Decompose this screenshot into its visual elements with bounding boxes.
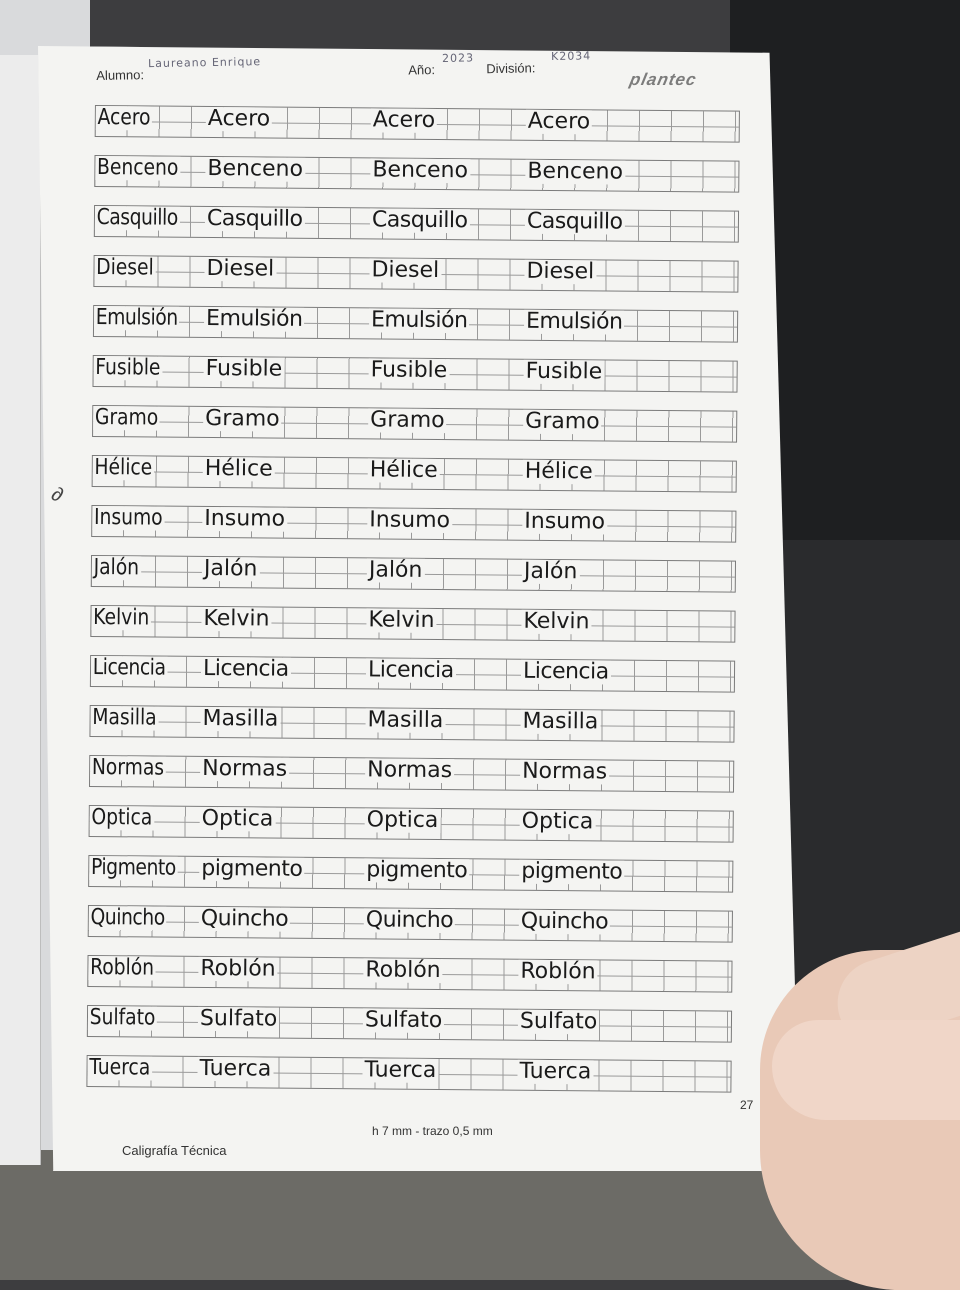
practice-row — [90, 605, 735, 643]
model-word: Fusible — [95, 355, 161, 381]
practice-word: Benceno — [207, 155, 304, 182]
practice-word: Acero — [207, 105, 271, 132]
left-page-edge — [0, 55, 41, 1165]
practice-word: Tuerca — [199, 1055, 272, 1082]
practice-word: Masilla — [522, 708, 599, 735]
model-word: Masilla — [92, 705, 157, 731]
practice-row — [88, 855, 733, 893]
model-word: Licencia — [92, 655, 166, 681]
workbook-title: Caligrafía Técnica — [122, 1143, 227, 1158]
practice-row — [95, 105, 740, 143]
model-word: Tuerca — [89, 1054, 151, 1081]
practice-word: Diesel — [371, 257, 440, 284]
model-word: Acero — [97, 105, 151, 131]
model-word: Pigmento — [90, 854, 176, 881]
practice-word: Sulfato — [199, 1005, 278, 1032]
practice-row — [91, 555, 736, 593]
practice-row — [86, 1055, 731, 1093]
practice-word: Acero — [372, 107, 436, 133]
practice-word: Diesel — [206, 255, 275, 282]
model-word: Jalón — [93, 555, 140, 581]
practice-word: Benceno — [372, 157, 469, 184]
practice-word: Jalón — [523, 558, 578, 585]
practice-row — [92, 405, 737, 443]
practice-word: Quincho — [365, 907, 454, 934]
practice-word: Emulsión — [205, 305, 303, 332]
practice-word: Masilla — [202, 705, 279, 732]
practice-row — [93, 255, 738, 293]
model-word: Kelvin — [93, 605, 150, 631]
model-word: Normas — [91, 754, 165, 781]
model-word: Hélice — [94, 455, 153, 481]
practice-row — [92, 355, 737, 393]
practice-row — [89, 705, 734, 743]
practice-word: Acero — [527, 108, 591, 135]
brand-logo: plantec — [628, 70, 699, 89]
practice-word: Kelvin — [523, 608, 590, 635]
model-word: Gramo — [94, 405, 159, 431]
practice-word: pigmento — [521, 858, 623, 885]
model-word: Quincho — [90, 904, 165, 931]
division-label: División: — [486, 60, 536, 77]
practice-word: Optica — [201, 805, 274, 832]
practice-word: Fusible — [205, 355, 283, 382]
practice-row — [87, 1005, 732, 1043]
model-word: Emulsión — [95, 305, 178, 331]
practice-word: Kelvin — [203, 605, 270, 632]
page-number: 27 — [740, 1098, 754, 1112]
practice-word: Roblón — [365, 957, 441, 984]
practice-row — [94, 205, 739, 243]
practice-word: Quincho — [200, 905, 289, 932]
practice-word: Sulfato — [364, 1007, 443, 1034]
practice-row — [90, 655, 735, 693]
practice-word: Licencia — [202, 655, 289, 682]
model-word: Roblón — [90, 954, 155, 981]
anio-label: Año: — [408, 62, 436, 78]
finger — [772, 1020, 960, 1120]
margin-signature-mark: ∂ — [48, 482, 67, 508]
model-word: Sulfato — [89, 1004, 156, 1031]
practice-word: Gramo — [370, 407, 445, 434]
practice-word: Licencia — [367, 657, 454, 684]
practice-row — [94, 155, 739, 193]
practice-word: Insumo — [524, 508, 606, 535]
practice-word: Quincho — [520, 908, 609, 935]
practice-word: Roblón — [200, 955, 276, 982]
practice-word: Tuerca — [519, 1058, 592, 1085]
practice-row — [93, 305, 738, 343]
model-word: Optica — [91, 804, 153, 831]
division-value: K2034 — [550, 49, 592, 64]
practice-word: Fusible — [370, 357, 448, 384]
practice-word: Normas — [202, 755, 288, 782]
practice-word: Normas — [522, 758, 608, 785]
stroke-spec: h 7 mm - trazo 0,5 mm — [372, 1124, 493, 1138]
practice-row — [91, 505, 736, 543]
practice-row — [87, 955, 732, 993]
practice-word: Diesel — [526, 258, 595, 285]
practice-word: Optica — [366, 807, 439, 834]
practice-row — [92, 455, 737, 493]
practice-word: Hélice — [524, 458, 593, 485]
practice-word: Kelvin — [368, 607, 435, 633]
practice-word: Jalón — [203, 555, 258, 582]
practice-word: Gramo — [525, 408, 600, 435]
calligraphy-rows — [86, 100, 755, 1116]
practice-word: Insumo — [369, 507, 451, 534]
model-word: Insumo — [93, 505, 163, 531]
practice-word: Insumo — [204, 505, 286, 532]
practice-word: pigmento — [201, 855, 303, 882]
model-word: Benceno — [97, 155, 179, 181]
practice-word: Masilla — [367, 707, 444, 734]
practice-word: Hélice — [204, 455, 273, 482]
practice-word: Normas — [367, 757, 453, 784]
practice-word: Casquillo — [371, 207, 468, 234]
practice-word: Gramo — [205, 405, 280, 432]
alumno-label: Alumno: — [96, 67, 145, 83]
practice-word: Sulfato — [519, 1008, 598, 1035]
practice-word: Roblón — [520, 958, 596, 985]
practice-word: Casquillo — [526, 208, 623, 235]
practice-word: Hélice — [369, 457, 438, 484]
anio-value: 2023 — [441, 51, 475, 65]
practice-word: Fusible — [525, 358, 603, 385]
practice-word: Benceno — [527, 158, 624, 185]
practice-word: Emulsión — [370, 307, 468, 334]
practice-row — [89, 755, 734, 793]
practice-word: Jalón — [368, 557, 423, 583]
practice-row — [88, 905, 733, 943]
practice-word: pigmento — [366, 857, 468, 884]
practice-word: Optica — [521, 808, 594, 835]
practice-word: Casquillo — [206, 205, 303, 232]
model-word: Diesel — [96, 255, 154, 281]
practice-word: Emulsión — [525, 308, 623, 335]
practice-word: Licencia — [522, 658, 609, 685]
practice-word: Tuerca — [364, 1057, 437, 1084]
model-word: Casquillo — [96, 205, 178, 231]
practice-row — [89, 805, 734, 843]
alumno-value: Laureano Enrique — [147, 55, 262, 71]
